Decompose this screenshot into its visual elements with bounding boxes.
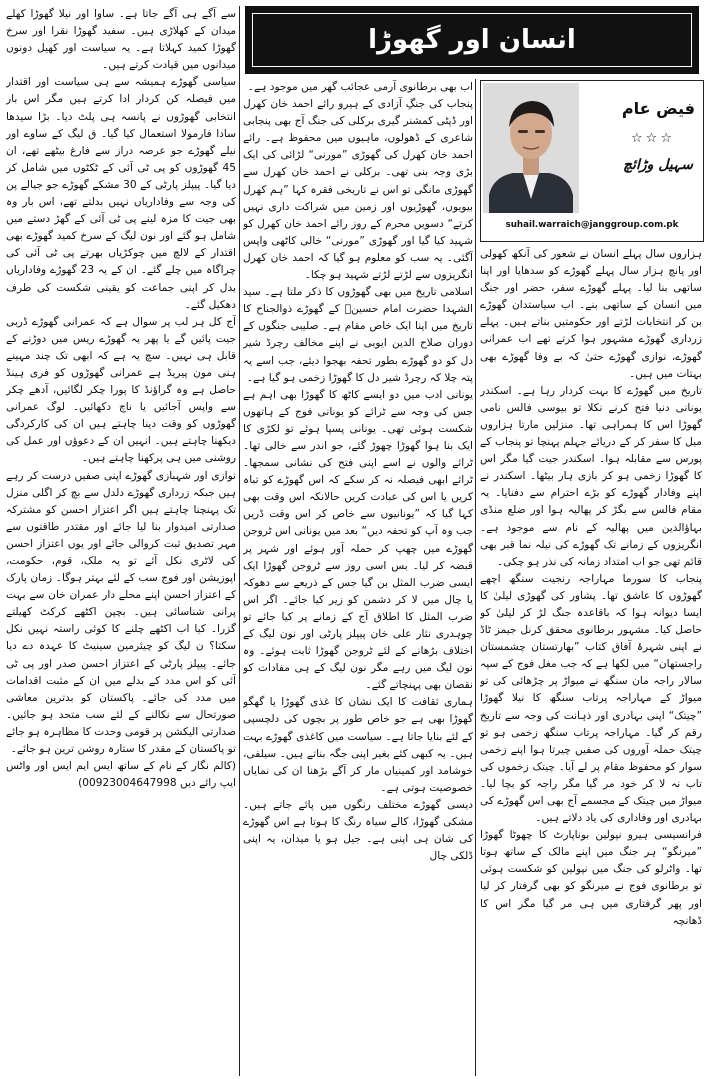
paragraph: فرانسیسی ہیرو نپولین بوناپارٹ کا چھوٹا گھوڑا ”میرنگو“ ہر جنگ میں اپنے مالک کے ساتھ ہوتا تھا۔ واٹرلو کی جنگ میں نپولین کو شکست ہوئی تو برطانوی فوج نے میرنگو کو بھی گرفتار کر لیا اور پھر گرفتاری میں ہی مر گیا مگر اس کا ڈھانچہ <box>480 829 702 927</box>
column-divider-left <box>239 6 240 1076</box>
paragraph: یونانی ادب میں دو ایسے کاٹھ کا گھوڑا بھی اہم ہے جس کی وجہ سے ٹرائے کو یونانی فوج کے ہاتھوں شکست ہوئی تھی۔ یونانی پسپا ہوئے تو لکڑی کا ایک بنا ہوا گھوڑا چھوڑ گئے، جو اندر سے خالی تھا۔ ٹرائے والوں نے اسے اپنی فتح کی نشانی سمجھا۔ ٹرائے ابھی فیصلہ نہ کر سکے کہ اس گھوڑے کو تباہ کریں یا اس کی عبادت کریں حالانکہ اس وقت بھی کہا گیا کہ ”یونانیوں سے خاص کر اس وقت ڈریں جب وہ آپ کو تحفہ دیں“ بعد میں یونانی اس ٹروجن گھوڑے میں چھپ کر حملہ آور ہوئے اور شہر پر قبضہ کر لیا۔ بس اسی روز سے ٹروجن گھوڑا ایک ایسی ضرب المثل بن گیا جس کے ذریعے سے دھوکہ یا چال میں لا کر دشمن کو زیر کیا جائے۔ اگر اس ضرب المثل کا اطلاق آج کے زمانے پر کیا جائے تو چوہدری نثار علی خان پیپلز پارٹی اور نون لیگ کے اختلاف بڑھانے کے لئے ٹروجن گھوڑا ثابت ہوئے۔ وہ نون لیگ میں رہے مگر نون لیگ کے ہی مفادات کو نقصان بھی پہنچاتے گئے۔ <box>243 388 473 692</box>
column-divider-right <box>475 79 476 1076</box>
paragraph: نوازی اور شہبازی گھوڑے اپنی صفیں درست کر رہے ہیں جبکہ زرداری گھوڑے دلدل سے بچ کر اگلی منزل تک پہنچنا چاہتے ہیں اگر اعتزاز احسن کو مشترکہ صدارتی امیدوار بنا لیا جائے اور مقتدر طاقتوں سے مہر تصدیق ثبت کروالی جائے اور یوں اعتزاز احسن کی لاٹری نکل آئے تو یہ ملک، قوم، حکومت، اپوزیشن اور فوج سب کے لئے بہتر ہوگا۔ زمان پارک کے اعتزاز احسن اپنے محلے دار عمران خان سے بہت پرانی شناسائی ہیں۔ بچپن اکٹھے کرکٹ کھیلتے گزرا۔ کیا اب اکٹھے چلنے کا کوئی راستہ نہیں نکل سکتا؟ ن لیگ کو چیئرمین سینیٹ کا عہدہ دے دیا جائے۔ پیپلز پارٹی کے اعتزاز احسن صدر اور پی ٹی آئی کو اس مدد کے بدلے میں ان کے مثبت اقدامات میں مدد کی جائے۔ پاکستان کو بدترین معاشی صورتحال سے نکالنے کے لئے سب متحد ہو جائیں۔ صدارتی الیکشن پر قومی وحدت کا مظاہرہ ہو جائے تو پاکستان کے مقدر کا ستارہ روشن ترین ہو جائے۔ <box>6 469 236 756</box>
author-box <box>480 80 704 242</box>
paragraph: اسلامی تاریخ میں بھی گھوڑوں کا ذکر ملتا ہے۔ سید الشہدا حضرت امام حسینؓ کے گھوڑے ذوالجناح کا تاریخ میں اپنا ایک خاص مقام ہے۔ صلیبی جنگوں کے دوران صلاح الدین ایوبی نے اپنے مخالف رچرڈ شیر دل کو دو گھوڑے بطور تحفہ بھجوا دیئے، جب اسے یہ پتہ چلا کہ رچرڈ شیر دل کا گھوڑا زخمی ہو گیا ہے۔ <box>243 286 473 384</box>
paragraph: اب بھی برطانوی آرمی عجائب گھر میں موجود ہے۔ <box>247 81 473 93</box>
paragraph: دیسی گھوڑے مختلف رنگوں میں پائے جاتے ہیں۔ مشکی گھوڑا، کالے سیاہ رنگ کا ہوتا ہے اس گھوڑے کی شان ہی اپنی ہے۔ جیل ہو یا میدان، یہ اپنی ڈلکی چال <box>243 798 473 863</box>
paragraph: ہماری ثقافت کا ایک نشان کا غذی گھوڑا یا گھگو گھوڑا بھی ہے جو خاص طور پر بچوں کی دلچسپی کے لئے بنایا جاتا ہے۔ سیاست میں کاغذی گھوڑے بہت ہیں۔ یہ کبھی کئے بغیر اپنی جگہ بناتے ہیں۔ سیلفی، خوشامد اور کمینیاں مار کر آگے بڑھنا ان کی نمایاں خصوصیت ہوتی ہے۔ <box>243 696 473 794</box>
columnist-contact-note: (کالم نگار کے نام کے ساتھ ایس ایم ایس اور واٹس ایپ رائے دیں 00923004647998) <box>6 760 236 790</box>
headline-frame <box>252 13 692 67</box>
portrait-image <box>483 83 579 213</box>
author-email: suhail.warraich@janggroup.com.pk <box>505 220 679 230</box>
paragraph: ہزاروں سال پہلے انسان نے شعور کی آنکھ کھولی اور پانچ ہزار سال پہلے گھوڑے کو سدھایا اور اپنا ساتھی بنا لیا۔ پہلے گھوڑے سفر، حضر اور جنگ میں انسان کے ساتھی بنے۔ اب سیاستدان گھوڑے بن کر انتخابات لڑتے اور حکومتیں بناتے ہیں۔ پہلے زرداری گھوڑے مشہور ہوا کرتے تھے اب عمرانی گھوڑے، نوازی گھوڑے حتیٰ کہ بے وفا گھوڑے بھی بہتات میں ہیں۔ <box>480 248 702 380</box>
paragraph: پنجاب کا سورما مہاراجہ رنجیت سنگھ اچھے گھوڑوں کا عاشق تھا۔ پشاور کی گھوڑی لیلیٰ کا ایسا دیوانہ ہوا کہ باقاعدہ جنگ لڑ کر لیلیٰ کو حاصل کیا۔ مشہور برطانوی محقق کرنل جیمز ٹاڈ نے اپنی شہرۂ آفاق کتاب ”بھارتستان چشمستان راجستھان“ میں لکھا ہے کہ جب مغل فوج کے سپہ سالار راجہ مان سنگھ نے میواڑ پر چڑھائی کی تو میواڑ کے مہاراجہ پرتاب سنگھ کا نیلا گھوڑا ”چیتک“ اپنی بہادری اور ذہانت کی وجہ سے تاریخ رقم کر گیا۔ مہاراجہ پرتاب سنگھ زخمی ہو تو چیتک حملہ آوروں کی صفیں چیرتا ہوا اپنے زخمی سوار کو محفوظ مقام پر لے آیا۔ چیتک زخموں کی تاب نہ لا کر خود مر گیا مگر راجہ کو بچا لیا۔ میواڑ میں چیتک کے مجسمے آج بھی اس گھوڑے کی بہادری اور وفاداری کی یاد دلاتے ہیں۔ <box>480 572 702 825</box>
headline-banner <box>245 6 699 74</box>
article-column-left <box>6 6 236 1076</box>
paragraph: سیاسی گھوڑے ہمیشہ سے ہی سیاست اور اقتدار میں فیصلہ کن کردار ادا کرتے ہیں مگر اس بار انتخابی گھوڑوں نے پانسہ ہی پلٹ دیا۔ بڑا سیدھا سادا فارمولا استعمال کیا گیا۔ ق لیگ کے ساوے اور نیلے گھوڑے جو عرصہ دراز سے فارغ بیٹھے تھے، ان 45 گھوڑوں کو پی ٹی آئی کے ٹکٹوں میں شامل کر دیا گیا۔ پیپلز پارٹی کے 30 مشکے گھوڑے جو جیالے پن کی وجہ سے وفاداریاں نہیں بدلتے تھے، اس بار وہ بھی جیت کا مزہ لینے پی ٹی آئی کے گھڑ دستے میں شامل ہو گئے اور نون لیگ کے سرخ کمید گھوڑے بھی اقتدار کے لالچ میں چوکڑیاں بھرتے پی ٹی آئی کی چراگاہ میں چلے گئے۔ ان کے یہ 23 گھوڑے وفاداریاں بدل کر اپنی جماعت کو یقینی شکست کی طرف دھکیل گئے۔ <box>6 76 236 311</box>
article-column-middle <box>243 79 473 1076</box>
paragraph: تاریخ میں گھوڑے کا بہت کردار رہا ہے۔ اسکندر یونانی دنیا فتح کرنے نکلا تو بیوسی فالس نامی گھوڑا اس کا ہمراہی تھا۔ منزلیں مارتا ہزاروں میل کا سفر کر کے دریائے جہلم پہنچا تو پنجاب کے پورس سے مقابلہ ہوا۔ اسکندر جیت گیا مگر اس کا گھوڑا زخمی ہو کر بازی ہار بیٹھا۔ اسکندر نے اپنے وفادار گھوڑے کو بڑے احترام سے دفنایا۔ یہ مقام فالس سے بگڑ کر پھالیہ ہوا اور ضلع منڈی بہاؤالدین میں پھالیہ کے نام سے موجود ہے۔ انگریزوں کے زمانے تک گھوڑے کی نیلہ نما قبر بھی قائم تھی جو اب امتداد زمانہ کی نذر ہو چکی۔ <box>480 384 702 568</box>
column-name: فیض عام <box>621 99 695 118</box>
author-name: سہیل وڑائچ <box>623 157 693 173</box>
headline-title: انسان اور گھوڑا <box>368 25 576 55</box>
paragraph: سے آگے ہی آگے جاتا ہے۔ ساوا اور نیلا گھوڑا کھلے میدان کے کھلاڑی ہیں۔ سفید گھوڑا نقرا اور سرخ گھوڑا کمید کہلاتا ہے۔ یہ سیاست اور کھیل دونوں میدانوں میں قیادت کرتے ہیں۔ <box>6 8 236 72</box>
stars-ornament: ☆☆☆ <box>631 131 675 146</box>
author-portrait <box>483 83 579 213</box>
article-column-right <box>480 246 702 1076</box>
paragraph: آج کل ہر لب پر سوال ہے کہ عمرانی گھوڑے ڈربی جیت پائیں گے یا پھر یہ گھوڑے ریس میں دوڑنے کے قابل ہی نہیں۔ سچ یہ ہے کہ ابھی تک چند مہینے ہنی مون پیریڈ ہے عمرانی گھوڑوں کو فری ہینڈ حاصل ہے وہ گراؤنڈ کا پورا چکر لگائیں، آدھے چکر سے واپس آجائیں یا ناچ دکھائیں۔ لوگ عمرانی گھوڑوں کو وقت دینا چاہتے ہیں ان کی کارکردگی دیکھنا چاہتے ہیں۔ انہیں ان کے دعوؤں اور عمل کی روشنی میں ہی پرکھنا چاہتے ہیں۔ <box>6 315 236 465</box>
paragraph: پنجاب کی جنگِ آزادی کے ہیرو رائے احمد خان کھرل اور ڈپٹی کمشنر گیری برکلی کی جنگ آج بھی پنجابی شاعری کے ڈھولوں، ماہیوں میں محفوظ ہے۔ رائے احمد خان کھرل کی گھوڑی ”مورنی“ لڑائی کی ایک بڑی وجہ بنی تھی۔ برکلی نے احمد خان کھرل سے گھوڑی مانگی تو اس نے تاریخی فقرہ کہا ”ہم کھرل بیویوں، گھوڑیوں اور زمین میں شراکت داری نہیں کرتے“ دسویں محرم کے روز رائے احمد خان کھرل کو شہید کیا گیا اور گھوڑی ”مورنی“ خالی کاٹھی واپس آگئی۔ یہ سب کو معلوم ہو گیا کہ احمد خان کھرل انگریزوں سے لڑتے لڑتے شہید ہو چکا۔ <box>243 98 473 282</box>
